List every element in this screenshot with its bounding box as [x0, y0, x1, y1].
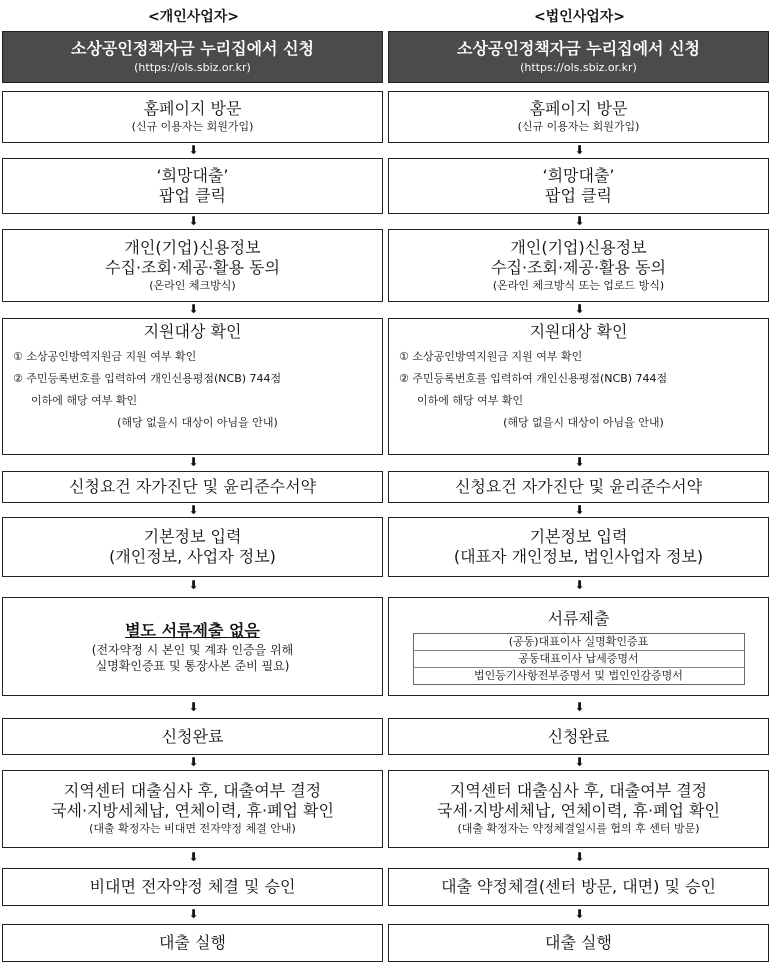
popup-line2: 팝업 클릭	[159, 186, 226, 205]
contract-text: 대출 약정체결(센터 방문, 대면) 및 승인	[441, 877, 716, 896]
apply-title: 소상공인정책자금 누리집에서 신청	[457, 39, 700, 58]
execute-text: 대출 실행	[159, 933, 226, 952]
apply-url: (https://ols.sbiz.or.kr)	[520, 61, 637, 74]
arrow-icon: ⬇	[574, 214, 585, 228]
review-line2: 국세·지방세체납, 연체이력, 휴·폐업 확인	[437, 801, 720, 820]
arrow-icon: ⬇	[188, 503, 199, 517]
review-line1: 지역센터 대출심사 후, 대출여부 결정	[63, 781, 322, 800]
homepage-visit-box	[388, 91, 769, 143]
basic-line2: (개인정보, 사업자 정보)	[109, 547, 276, 566]
document-item: 공동대표이사 납세증명서	[414, 651, 744, 668]
arrow-icon: ⬇	[188, 700, 199, 714]
consent-line1: 개인(기업)신용정보	[510, 237, 647, 257]
basic-line2: (대표자 개인정보, 법인사업자 정보)	[453, 547, 704, 566]
visit-sub: (신규 이용자는 회원가입)	[517, 120, 640, 133]
visit-title: 홈페이지 방문	[529, 99, 628, 118]
application-complete-box	[2, 718, 383, 755]
docs-title: 별도 서류제출 없음	[125, 620, 260, 640]
arrow-icon: ⬇	[188, 302, 199, 316]
apply-url: (https://ols.sbiz.or.kr)	[134, 61, 251, 74]
eligibility-check-box	[388, 318, 769, 455]
arrow-icon: ⬇	[188, 850, 199, 864]
complete-text: 신청완료	[547, 726, 610, 746]
application-complete-box	[388, 718, 769, 755]
contract-text: 비대면 전자약정 체결 및 승인	[89, 877, 296, 896]
consent-line2: 수집·조회·제공·활용 동의	[491, 257, 666, 277]
column-header: <개인사업자>	[147, 9, 240, 25]
arrow-icon: ⬇	[188, 578, 199, 592]
apply-title: 소상공인정책자금 누리집에서 신청	[71, 39, 314, 58]
document-list	[413, 633, 745, 685]
docs-title: 서류제출	[547, 608, 610, 628]
document-item: 법인등기사항전부증명서 및 법인인감증명서	[474, 668, 683, 682]
document-submission-box	[388, 597, 769, 696]
arrow-icon: ⬇	[574, 143, 585, 157]
arrow-icon: ⬇	[188, 214, 199, 228]
consent-line3: (온라인 체크방식 또는 업로드 방식)	[492, 278, 665, 292]
arrow-icon: ⬇	[574, 503, 585, 517]
docs-line2: 실명확인증표 및 통장사본 준비 필요)	[95, 658, 290, 673]
visit-title: 홈페이지 방문	[143, 99, 242, 118]
no-documents-box	[2, 597, 383, 696]
popup-line1: ‘희망대출’	[156, 166, 229, 185]
self-check-text: 신청요건 자가진단 및 윤리준수서약	[68, 477, 317, 496]
arrow-icon: ⬇	[574, 907, 585, 921]
loan-review-box	[388, 770, 769, 848]
eligibility-item-2-cont: 이하에 해당 여부 확인	[31, 394, 138, 407]
document-item: (공동)대표이사 실명확인증표	[414, 634, 744, 651]
popup-line1: ‘희망대출’	[542, 166, 615, 185]
credit-consent-box	[388, 229, 769, 302]
arrow-icon: ⬇	[574, 302, 585, 316]
basic-info-box	[388, 517, 769, 577]
credit-consent-box	[2, 229, 383, 302]
eligibility-note: (해당 없을시 대상이 아님을 안내)	[117, 416, 278, 429]
eligibility-item-2: ② 주민등록번호를 입력하여 개인신용평점(NCB) 744점	[399, 372, 668, 385]
arrow-icon: ⬇	[188, 455, 199, 469]
popup-click-box	[2, 158, 383, 214]
review-line3: (대출 확정자는 약정체결일시를 협의 후 센터 방문)	[457, 822, 700, 835]
review-line2: 국세·지방세체납, 연체이력, 휴·폐업 확인	[51, 801, 334, 820]
arrow-icon: ⬇	[188, 755, 199, 769]
basic-info-box	[2, 517, 383, 577]
consent-line3: (온라인 체크방식)	[149, 278, 236, 292]
docs-line1: (전자약정 시 본인 및 계좌 인증을 위해	[91, 642, 294, 657]
loan-review-box	[2, 770, 383, 848]
arrow-icon: ⬇	[574, 755, 585, 769]
eligibility-title: 지원대상 확인	[529, 322, 628, 341]
complete-text: 신청완료	[161, 726, 224, 746]
self-check-box	[388, 471, 769, 503]
eligibility-item-1: ① 소상공인방역지원금 지원 여부 확인	[13, 350, 197, 363]
popup-line2: 팝업 클릭	[545, 186, 612, 205]
arrow-icon: ⬇	[574, 700, 585, 714]
visit-sub: (신규 이용자는 회원가입)	[131, 120, 254, 133]
arrow-icon: ⬇	[188, 143, 199, 157]
arrow-icon: ⬇	[574, 578, 585, 592]
eligibility-title: 지원대상 확인	[143, 322, 242, 341]
loan-execution-box	[2, 924, 383, 962]
basic-line1: 기본정보 입력	[143, 527, 242, 546]
self-check-box	[2, 471, 383, 503]
contract-box	[388, 868, 769, 906]
eligibility-item-2-cont: 이하에 해당 여부 확인	[417, 394, 524, 407]
eligibility-item-2: ② 주민등록번호를 입력하여 개인신용평점(NCB) 744점	[13, 372, 282, 385]
apply-online-box	[2, 31, 383, 83]
eligibility-item-1: ① 소상공인방역지원금 지원 여부 확인	[399, 350, 583, 363]
loan-execution-box	[388, 924, 769, 962]
review-line1: 지역센터 대출심사 후, 대출여부 결정	[449, 781, 708, 800]
self-check-text: 신청요건 자가진단 및 윤리준수서약	[454, 477, 703, 496]
consent-line1: 개인(기업)신용정보	[124, 237, 261, 257]
execute-text: 대출 실행	[545, 933, 612, 952]
arrow-icon: ⬇	[574, 455, 585, 469]
apply-online-box	[388, 31, 769, 83]
contract-box	[2, 868, 383, 906]
column-header: <법인사업자>	[533, 9, 626, 25]
basic-line1: 기본정보 입력	[529, 527, 628, 546]
review-line3: (대출 확정자는 비대면 전자약정 체결 안내)	[89, 822, 296, 835]
eligibility-note: (해당 없을시 대상이 아님을 안내)	[503, 416, 664, 429]
homepage-visit-box	[2, 91, 383, 143]
arrow-icon: ⬇	[574, 850, 585, 864]
eligibility-check-box	[2, 318, 383, 455]
arrow-icon: ⬇	[188, 907, 199, 921]
popup-click-box	[388, 158, 769, 214]
consent-line2: 수집·조회·제공·활용 동의	[105, 257, 280, 277]
